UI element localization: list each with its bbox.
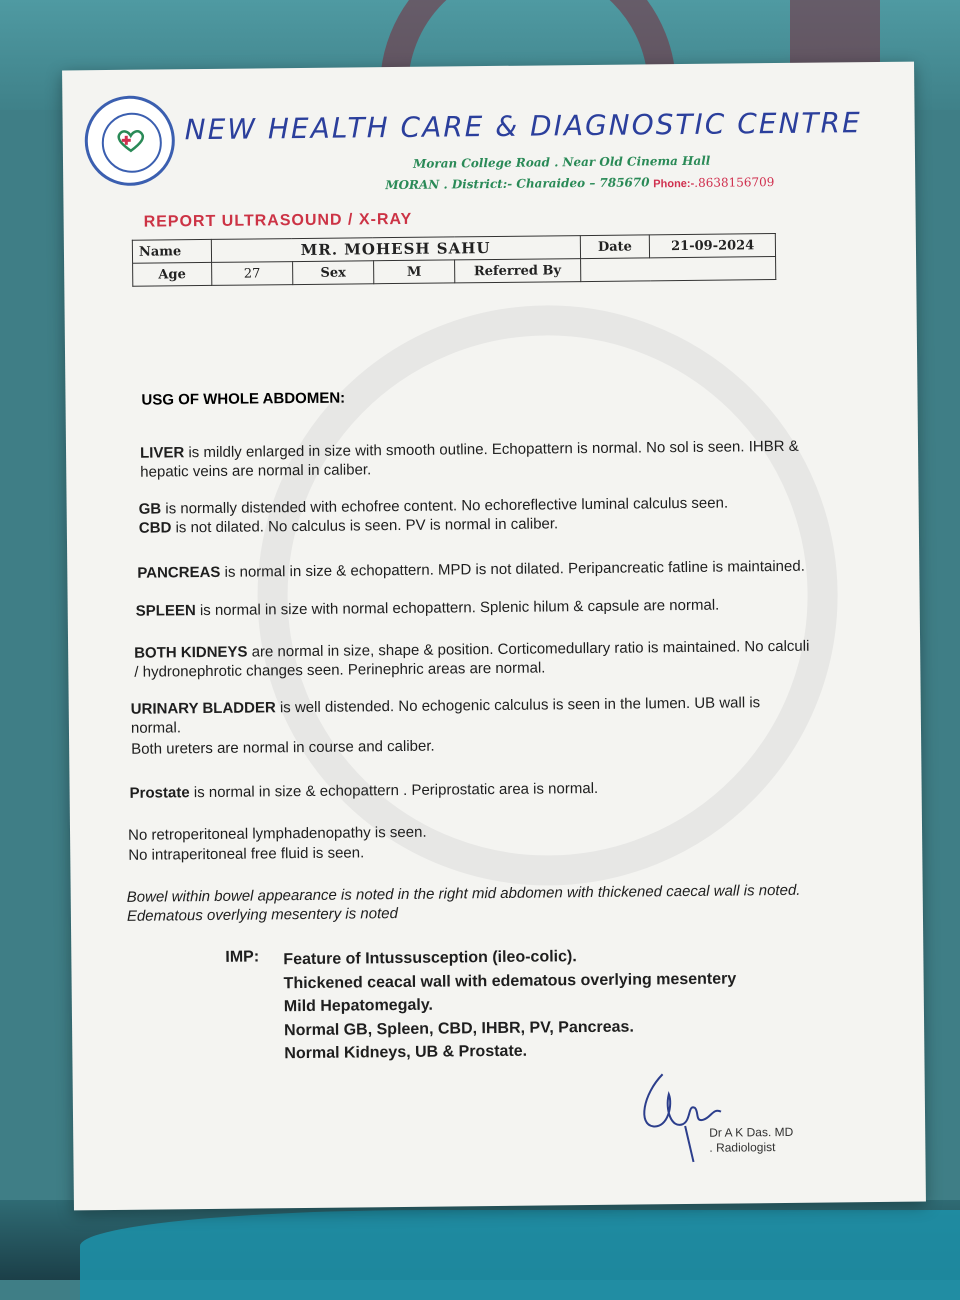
kidneys-label: BOTH KIDNEYS	[134, 643, 248, 662]
finding-liver	[140, 437, 820, 482]
impression-line: Feature of Intussusception (ileo-colic).	[283, 948, 577, 969]
doctor-name: Dr A K Das. MD	[709, 1124, 794, 1140]
patient-info-table	[132, 233, 776, 287]
impression-line: Normal Kidneys, UB & Prostate.	[284, 1042, 528, 1063]
referred-label: Referred By	[455, 259, 581, 283]
finding-fluid: No intraperitoneal free fluid is seen.	[128, 844, 365, 864]
prostate-text: is normal in size & echopattern . Periprostatic area is normal.	[189, 779, 599, 802]
finding-bladder	[131, 693, 811, 738]
pancreas-label: PANCREAS	[137, 563, 221, 582]
impression-lines	[283, 943, 737, 1065]
finding-bowel: Bowel within bowel appearance is noted in the right mid abdomen with thickened caecal wall is noted. Edematous overlying mesentery is noted	[126, 881, 801, 925]
patient-sex: M	[374, 260, 455, 284]
finding-lymph: No retroperitoneal lymphadenopathy is seen.	[127, 823, 427, 844]
finding-ureters: Both ureters are normal in course and caliber.	[131, 737, 435, 758]
impression-line: Thickened ceacal wall with edematous overlying mesentery	[283, 969, 737, 992]
kidneys-text: are normal in size, shape & position. Corticomedullary ratio is maintained. No calculi / hydronephrotic changes seen. Perinephric areas are normal.	[134, 637, 810, 681]
phone	[653, 175, 774, 190]
report-title: REPORT ULTRASOUND / X-RAY	[143, 210, 413, 231]
report-paper	[62, 62, 926, 1211]
patient-age: 27	[211, 262, 292, 286]
liver-label: LIVER	[139, 444, 185, 462]
bladder-text: is well distended. No echogenic calculus is seen in the lumen. UB wall is normal.	[130, 694, 761, 737]
impression-line: Normal GB, Spleen, CBD, IHBR, PV, Pancreas.	[284, 1018, 634, 1039]
sex-label: Sex	[292, 261, 373, 285]
name-label: Name	[132, 239, 211, 263]
referred-by	[580, 257, 776, 282]
address-line-1: Moran College Road . Near Old Cinema Hall	[412, 153, 711, 171]
gb-label: GB	[138, 500, 162, 518]
doctor-title: . Radiologist	[709, 1140, 776, 1155]
phone-label: Phone:-	[653, 177, 695, 191]
impression-label: IMP:	[225, 948, 260, 966]
cbd-label: CBD	[138, 519, 172, 537]
prostate-label: Prostate	[129, 784, 190, 802]
signatory-block	[709, 1125, 793, 1156]
centre-name: NEW HEALTH CARE & DIAGNOSTIC CENTRE	[184, 106, 862, 147]
centre-logo	[84, 95, 175, 186]
date-label: Date	[580, 235, 650, 259]
spleen-text: is normal in size with normal echopattern. Splenic hilum & capsule are normal.	[195, 596, 720, 620]
section-title: USG OF WHOLE ABDOMEN:	[141, 389, 346, 409]
patient-name: MR. MOHESH SAHU	[211, 236, 580, 263]
address-line-2: MORAN . District:- Charaideo – 785670	[385, 175, 650, 193]
gb-text: is normally distended with echofree content. No echoreflective luminal calculus seen.	[161, 494, 729, 518]
bladder-label: URINARY BLADDER	[130, 699, 276, 718]
background-cloth	[80, 1210, 960, 1300]
age-label: Age	[133, 262, 212, 286]
finding-kidneys	[134, 637, 814, 682]
phone-number: .8638156709	[694, 175, 775, 190]
liver-text: is mildly enlarged in size with smooth outline. Echopattern is normal. No sol is seen. IHBR & hepatic veins are normal in caliber.	[140, 437, 799, 481]
heart-icon	[116, 129, 146, 153]
impression-line: Mild Hepatomegaly.	[283, 996, 434, 1016]
spleen-label: SPLEEN	[135, 602, 196, 620]
report-date: 21-09-2024	[650, 234, 776, 258]
pancreas-text: is normal in size & echopattern. MPD is not dilated. Peripancreatic fatline is maintained.	[220, 557, 805, 581]
cbd-text: is not dilated. No calculus is seen. PV is normal in caliber.	[171, 515, 559, 537]
